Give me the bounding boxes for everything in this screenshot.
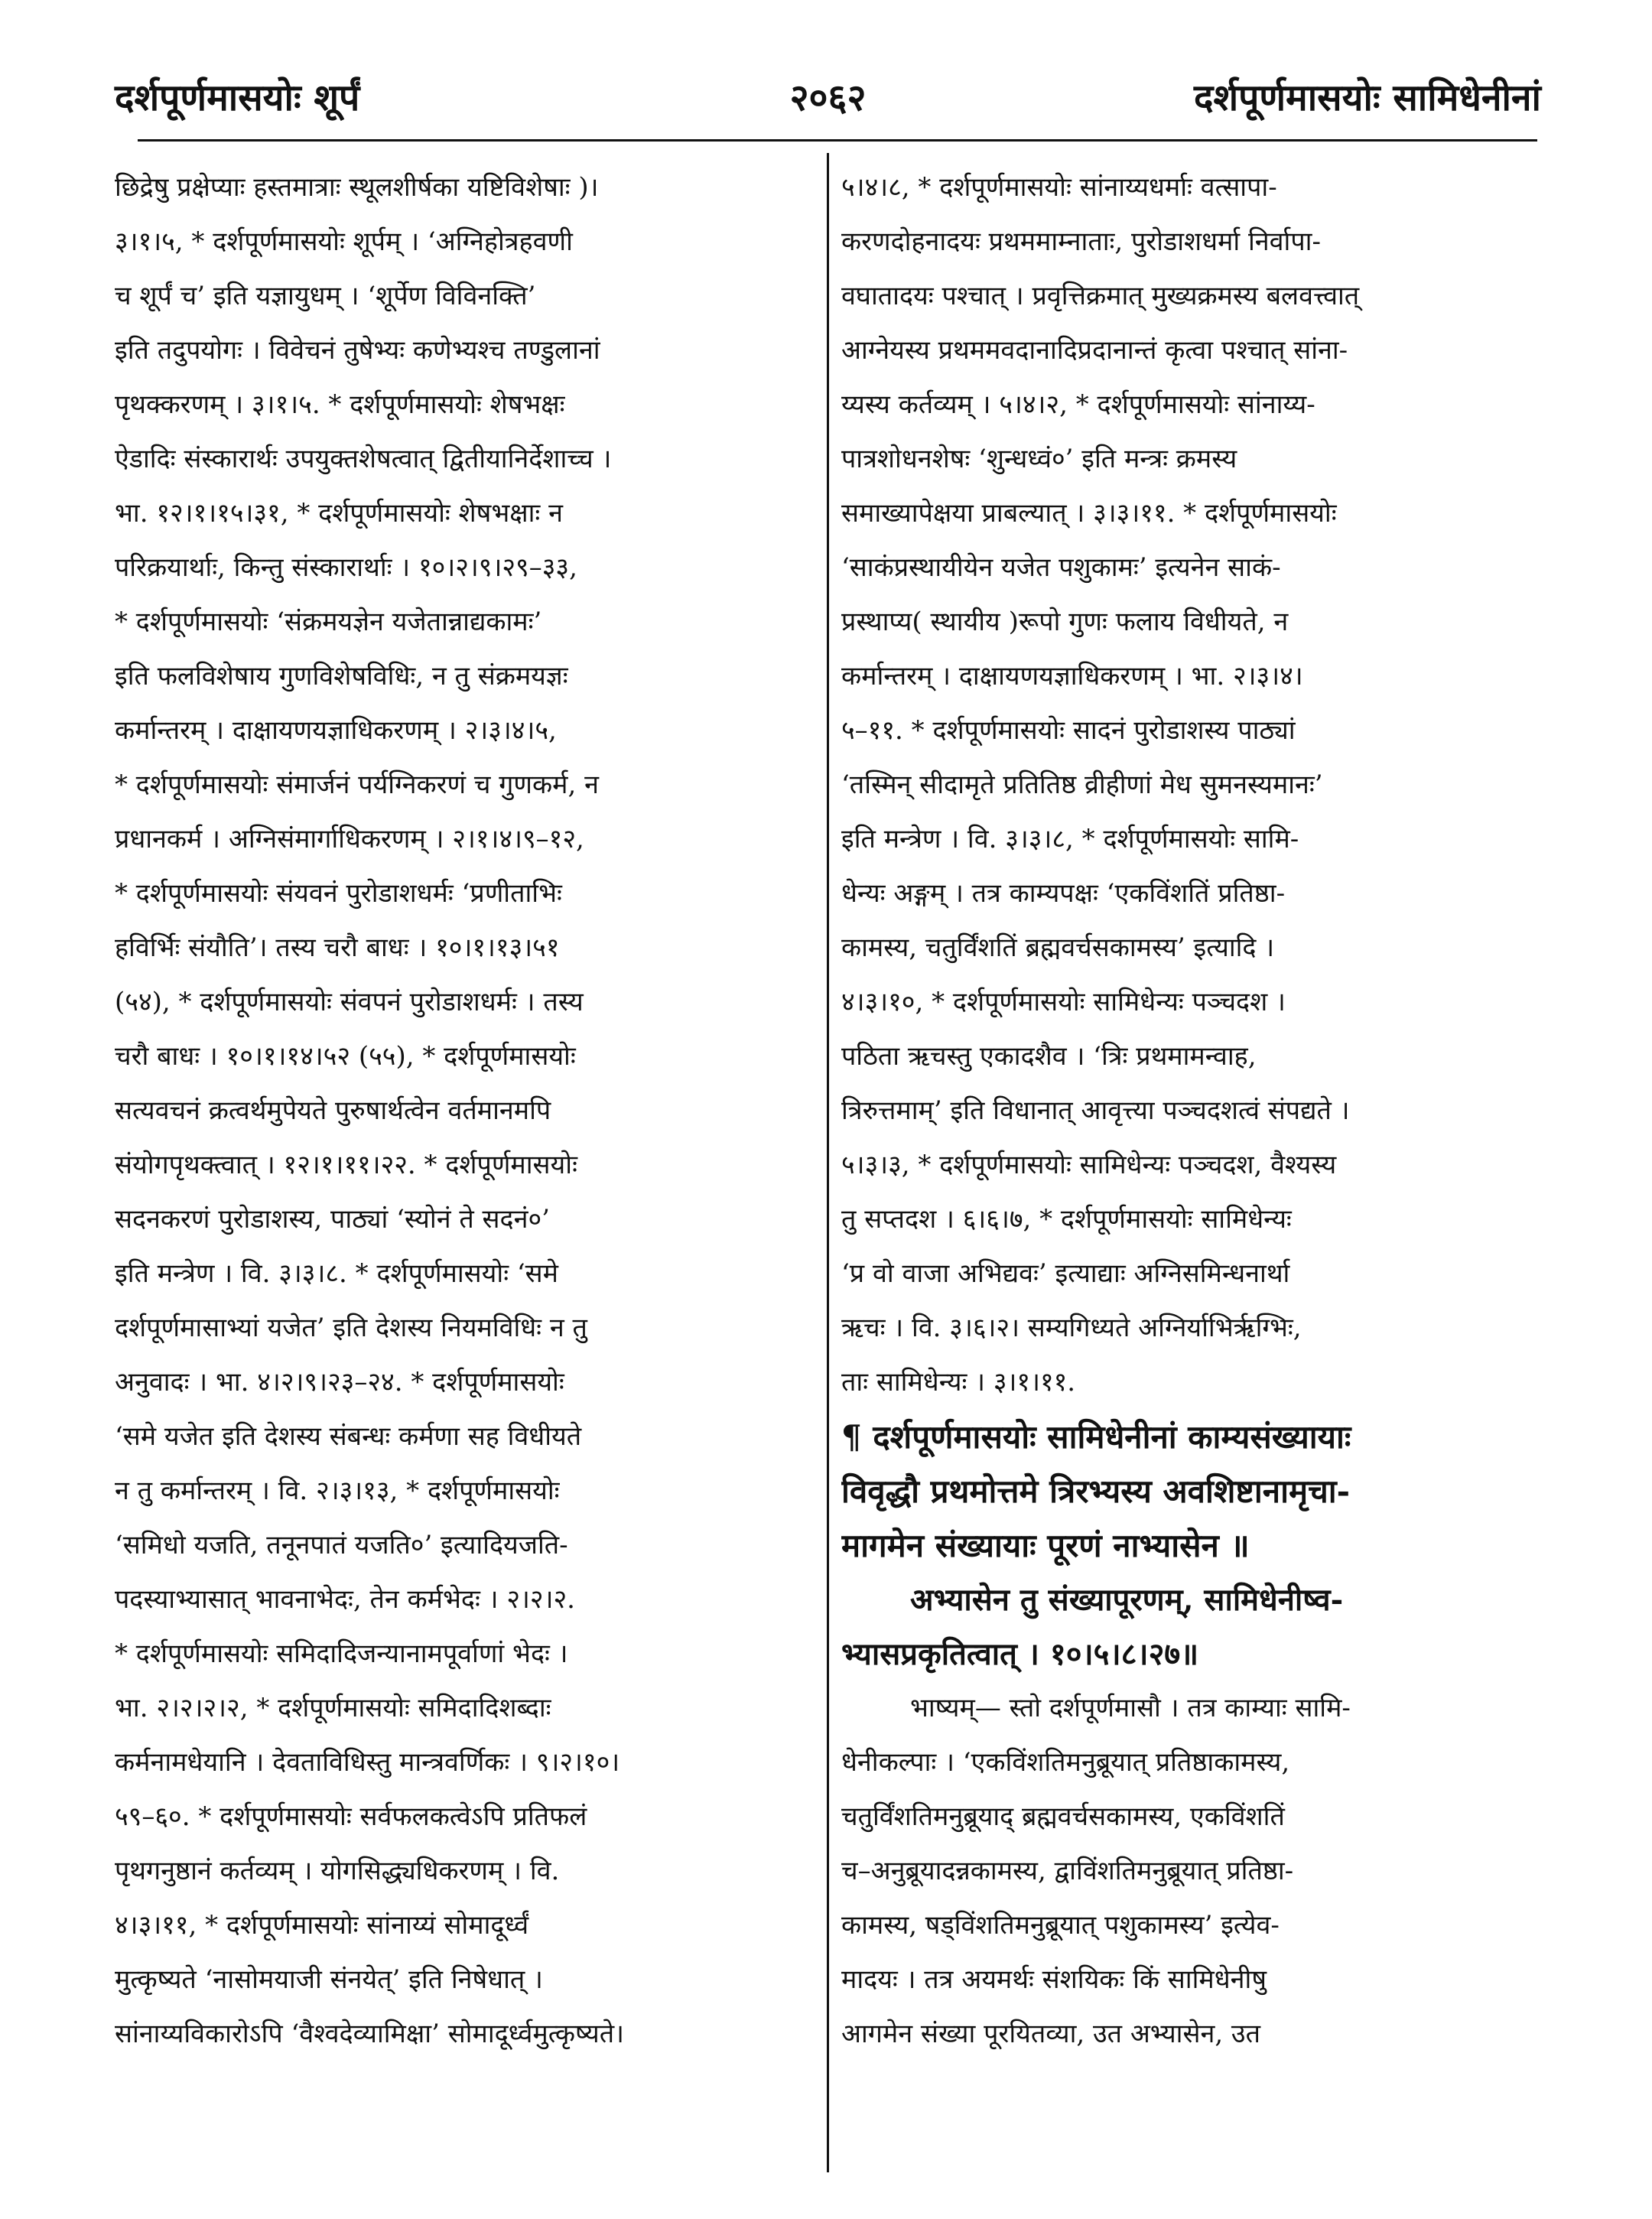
- text-line: ‘समिधो यजति, तनूनपातं यजति०’ इत्यादियजति-: [115, 1530, 568, 1560]
- text-line: ऐडादिः संस्कारार्थः उपयुक्तशेषत्वात् द्वितीयानिर्देशाच्च ।: [115, 444, 612, 474]
- text-line: कर्मान्तरम् । दाक्षायणयज्ञाधिकरणम् । भा. २।३।४।: [841, 661, 1303, 691]
- text-line: * दर्शपूर्णमासयोः ‘संक्रमयज्ञेन यजेतान्नाद्यकामः’: [115, 607, 542, 637]
- text-line: वघातादयः पश्चात् । प्रवृत्तिक्रमात् मुख्यक्रमस्य बलवत्त्वात्: [841, 281, 1360, 311]
- text-line: पृथगनुष्ठानं कर्तव्यम् । योगसिद्ध्यधिकरणम् । वि.: [115, 1856, 560, 1886]
- text-line: मुत्कृष्यते ‘नासोमयाजी संनयेत्’ इति निषेधात् ।: [115, 1964, 543, 1995]
- text-line: ५।३।३, * दर्शपूर्णमासयोः सामिधेन्यः पञ्चदश, वैश्यस्य: [841, 1150, 1337, 1180]
- text-line: ५९–६०. * दर्शपूर्णमासयोः सर्वफलकत्वेऽपि प्रतिफलं: [115, 1801, 587, 1832]
- text-line: ५–११. * दर्शपूर्णमासयोः सादनं पुरोडाशस्य पाठ्यां: [841, 715, 1296, 746]
- text-line: सांनाय्यविकारोऽपि ‘वैश्वदेव्यामिक्षा’ सोमादूर्ध्वमुत्कृष्यते।: [115, 2019, 625, 2049]
- text-line: पात्रशोधनशेषः ‘शुन्धध्वं०’ इति मन्त्रः क्रमस्य: [841, 444, 1237, 474]
- text-line: च शूर्पं च’ इति यज्ञायुधम् । ‘शूर्पेण विविनक्ति’: [115, 281, 536, 311]
- page-number: २०६२: [789, 76, 867, 119]
- text-line: पदस्याभ्यासात् भावनाभेदः, तेन कर्मभेदः । २।२।२.: [115, 1584, 575, 1615]
- bhashya-line: आगमेन संख्या पूरयितव्या, उत अभ्यासेन, उत: [841, 2019, 1260, 2049]
- text-line: ‘प्र वो वाजा अभिद्यवः’ इत्याद्याः अग्निसमिन्धनार्था: [841, 1258, 1290, 1289]
- text-line: * दर्शपूर्णमासयोः संमार्जनं पर्यग्निकरणं च गुणकर्म, न: [115, 769, 599, 800]
- left-column: [115, 161, 807, 2061]
- bhashya-line: मादयः । तत्र अयमर्थः संशयिकः किं सामिधेनीषु: [841, 1964, 1267, 1995]
- text-line: संयोगपृथक्त्वात् । १२।१।११।२२. * दर्शपूर्णमासयोः: [115, 1150, 577, 1180]
- section-heading-line: ¶ दर्शपूर्णमासयोः सामिधेनीनां काम्यसंख्यायाः: [841, 1418, 1351, 1456]
- text-line: कामस्य, चतुर्विंशतिं ब्रह्मवर्चसकामस्य’ इत्यादि ।: [841, 932, 1275, 963]
- right-column: [841, 161, 1533, 2061]
- running-head-left: दर्शपूर्णमासयोः शूर्पं: [115, 76, 360, 119]
- text-line: अनुवादः । भा. ४।२।९।२३–२४. * दर्शपूर्णमासयोः: [115, 1367, 564, 1397]
- text-line: सदनकरणं पुरोडाशस्य, पाठ्यां ‘स्योनं ते सदनं०’: [115, 1204, 550, 1235]
- text-line: करणदोहनादयः प्रथममाम्नाताः, पुरोडाशधर्मा निर्वापा-: [841, 226, 1321, 257]
- text-line: कर्मान्तरम् । दाक्षायणयज्ञाधिकरणम् । २।३।४।५,: [115, 715, 557, 746]
- text-line: पृथक्करणम् । ३।१।५. * दर्शपूर्णमासयोः शेषभक्षः: [115, 389, 565, 420]
- text-line: आग्नेयस्य प्रथममवदानादिप्रदानान्तं कृत्वा पश्चात् सांना-: [841, 335, 1348, 366]
- text-line: दर्शपूर्णमासाभ्यां यजेत’ इति देशस्य नियमविधिः न तु: [115, 1313, 587, 1343]
- bhashya-line: धेनीकल्पाः । ‘एकविंशतिमनुब्रूयात् प्रतिष्ठाकामस्य,: [841, 1747, 1290, 1778]
- running-head-right: दर्शपूर्णमासयोः सामिधेनीनां: [1193, 76, 1541, 119]
- text-line: प्रधानकर्म । अग्निसंमार्गाधिकरणम् । २।१।४।९–१२,: [115, 824, 584, 854]
- text-line: प्रस्थाप्य( स्थायीय )रूपो गुणः फलाय विधीयते, न: [841, 607, 1289, 637]
- text-line: ‘साकंप्रस्थायीयेन यजेत पशुकामः’ इत्यनेन साकं-: [841, 552, 1281, 583]
- text-line: चरौ बाधः । १०।१।१४।५२ (५५), * दर्शपूर्णमासयोः: [115, 1041, 576, 1072]
- text-line: ५।४।८, * दर्शपूर्णमासयोः सांनाय्यधर्माः वत्सापा-: [841, 172, 1277, 203]
- text-line: भा. २।२।२।२, * दर्शपूर्णमासयोः समिदादिशब्दाः: [115, 1693, 551, 1723]
- text-line: न तु कर्मान्तरम् । वि. २।३।१३, * दर्शपूर्णमासयोः: [115, 1476, 560, 1506]
- section-heading-line: विवृद्धौ प्रथमोत्तमे त्रिरभ्यस्य अवशिष्टानामृचा-: [841, 1472, 1351, 1510]
- sutra-line: भ्यासप्रकृतित्वात् । १०।५।८।२७॥: [841, 1636, 1199, 1672]
- text-line: समाख्यापेक्षया प्राबल्यात् । ३।३।११. * दर्शपूर्णमासयोः: [841, 498, 1337, 529]
- bhashya-line: चतुर्विंशतिमनुब्रूयाद् ब्रह्मवर्चसकामस्य, एकविंशतिं: [841, 1801, 1285, 1832]
- text-line: तु सप्तदश । ६।६।७, * दर्शपूर्णमासयोः सामिधेन्यः: [841, 1204, 1292, 1235]
- page-header: [115, 67, 1541, 129]
- text-line: इति मन्त्रेण । वि. ३।३।८. * दर्शपूर्णमासयोः ‘समे: [115, 1258, 558, 1289]
- text-line: ऋचः । वि. ३।६।२। सम्यगिध्यते अग्निर्याभिर्ऋग्भिः,: [841, 1313, 1302, 1343]
- text-line: * दर्शपूर्णमासयोः संयवनं पुरोडाशधर्मः ‘प्रणीताभिः: [115, 878, 562, 909]
- text-line: (५४), * दर्शपूर्णमासयोः संवपनं पुरोडाशधर्मः । तस्य: [115, 987, 584, 1017]
- section-marker-icon: ¶: [841, 1418, 862, 1456]
- section-heading-line: मागमेन संख्यायाः पूरणं नाभ्यासेन ॥: [841, 1527, 1250, 1564]
- text-line: धेन्यः अङ्गम् । तत्र काम्यपक्षः ‘एकविंशतिं प्रतिष्ठा-: [841, 878, 1286, 909]
- column-divider: [827, 153, 829, 2172]
- header-rule: [138, 139, 1537, 142]
- text-line: ‘तस्मिन् सीदामृते प्रतितिष्ठ व्रीहीणां मेध सुमनस्यमानः’: [841, 769, 1323, 800]
- text-line: ताः सामिधेन्यः । ३।१।११.: [841, 1367, 1076, 1397]
- text-line: ४।३।११, * दर्शपूर्णमासयोः सांनाय्यं सोमादूर्ध्वं: [115, 1910, 529, 1941]
- text-line: इति फलविशेषाय गुणविशेषविधिः, न तु संक्रमयज्ञः: [115, 661, 568, 691]
- text-line: ‘समे यजेत इति देशस्य संबन्धः कर्मणा सह विधीयते: [115, 1421, 582, 1452]
- bhashya-line: कामस्य, षड्विंशतिमनुब्रूयात् पशुकामस्य’ इत्येव-: [841, 1910, 1280, 1941]
- text-line: सत्यवचनं क्रत्वर्थमुपेयते पुरुषार्थत्वेन वर्तमानमपि: [115, 1095, 551, 1126]
- text-line: पठिता ऋचस्तु एकादशैव । ‘त्रिः प्रथमामन्वाह,: [841, 1041, 1257, 1072]
- text-line: त्रिरुत्तमाम्’ इति विधानात् आवृत्त्या पञ्चदशत्वं संपद्यते ।: [841, 1095, 1350, 1126]
- text-line: कर्मनामधेयानि । देवताविधिस्तु मान्त्रवर्णिकः । ९।२।१०।: [115, 1747, 620, 1778]
- sutra-line: अभ्यासेन तु संख्यापूरणम्, सामिधेनीष्व-: [910, 1582, 1344, 1618]
- text-line: ४।३।१०, * दर्शपूर्णमासयोः सामिधेन्यः पञ्चदश ।: [841, 987, 1286, 1017]
- text-line: य्यस्य कर्तव्यम् । ५।४।२, * दर्शपूर्णमासयोः सांनाय्य-: [841, 389, 1315, 420]
- text-line: * दर्शपूर्णमासयोः समिदादिजन्यानामपूर्वाणां भेदः ।: [115, 1638, 568, 1669]
- text-line: परिक्रयार्थाः, किन्तु संस्कारार्थाः । १०।२।९।२९–३३,: [115, 552, 577, 583]
- text-line: हविर्भिः संयौति’। तस्य चरौ बाधः । १०।१।१३।५१: [115, 932, 560, 963]
- text-line: छिद्रेषु प्रक्षेप्याः हस्तमात्राः स्थूलशीर्षका यष्टिविशेषाः )।: [115, 172, 599, 203]
- text-line: इति मन्त्रेण । वि. ३।३।८, * दर्शपूर्णमासयोः सामि-: [841, 824, 1299, 854]
- bhashya-line: भाष्यम्— स्तो दर्शपूर्णमासौ । तत्र काम्याः सामि-: [910, 1693, 1351, 1723]
- text-line: भा. १२।१।१५।३१, * दर्शपूर्णमासयोः शेषभक्षाः न: [115, 498, 563, 529]
- bhashya-line: च–अनुब्रूयादन्नकामस्य, द्वाविंशतिमनुब्रूयात् प्रतिष्ठा-: [841, 1856, 1294, 1886]
- text-line: ३।१।५, * दर्शपूर्णमासयोः शूर्पम् । ‘अग्निहोत्रहवणी: [115, 226, 573, 257]
- text-line: इति तदुपयोगः । विवेचनं तुषेभ्यः कणेभ्यश्च तण्डुलानां: [115, 335, 600, 366]
